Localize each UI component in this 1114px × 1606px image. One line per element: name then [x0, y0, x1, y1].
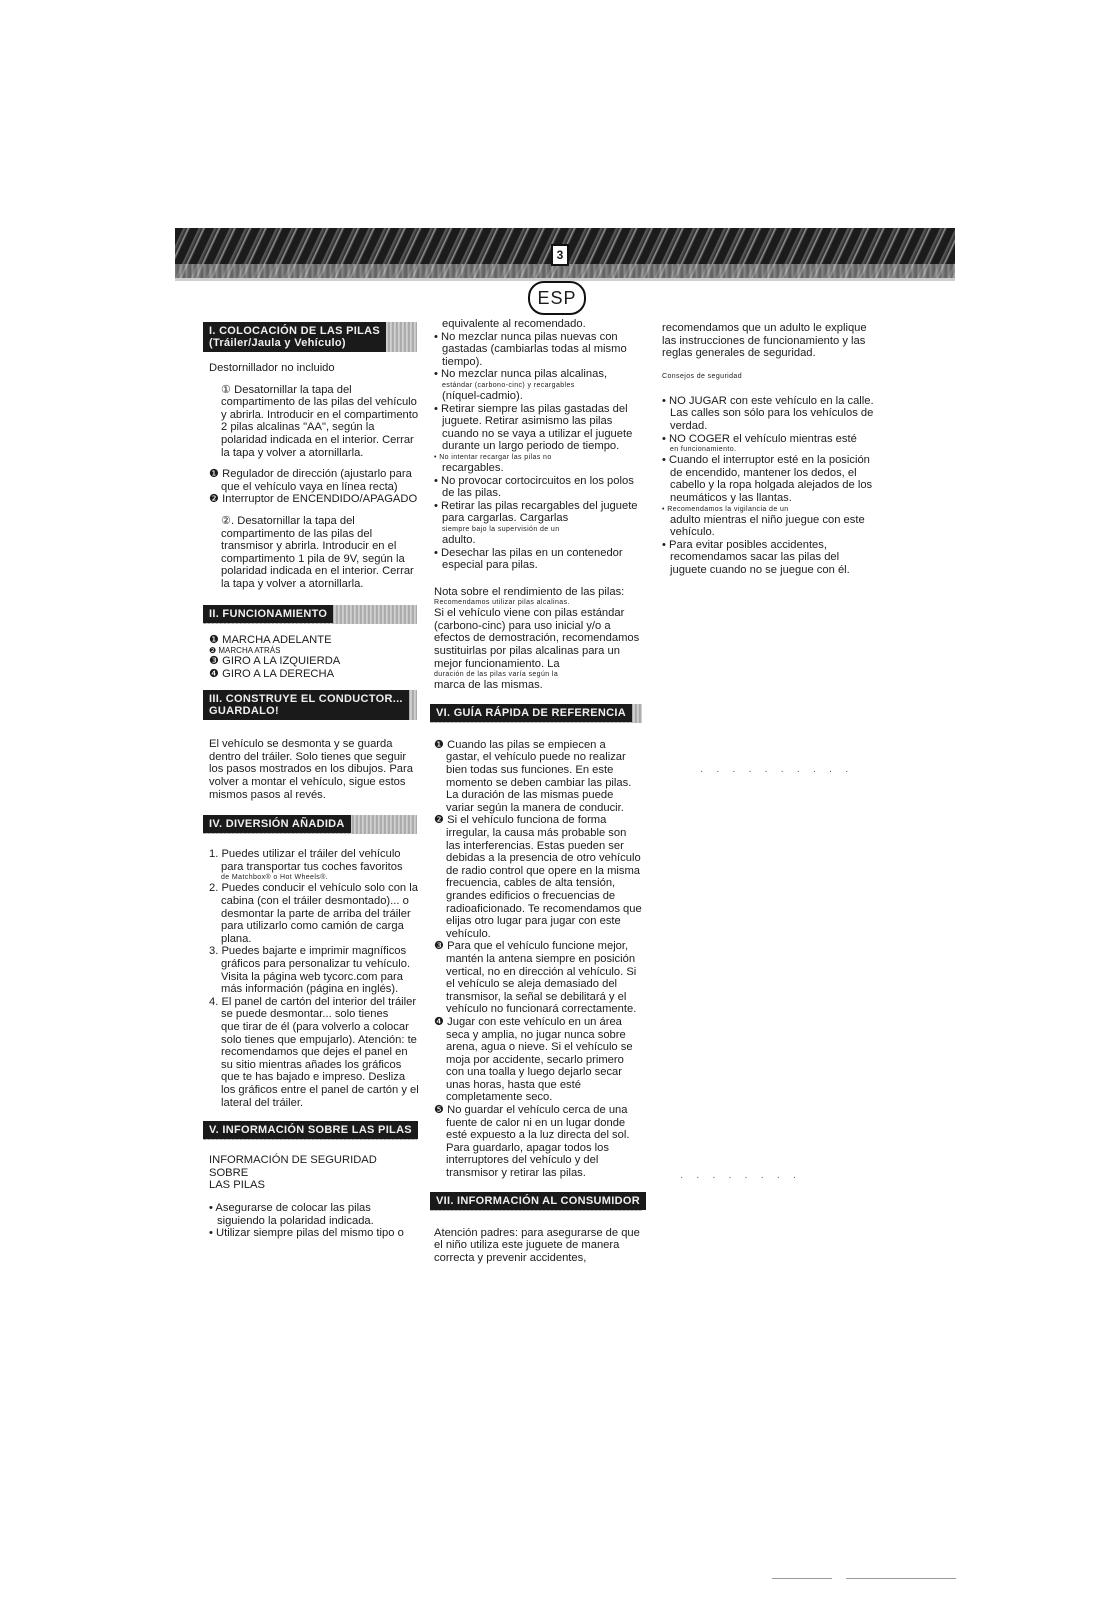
- decorative-dots: · · · · · · · · · ·: [700, 766, 854, 777]
- section-header-consumer-info: VII. INFORMACIÓN AL CONSUMIDOR: [430, 1192, 642, 1211]
- text-line: adulto.: [442, 533, 476, 546]
- list-item: ❶ Cuando las pilas se empiecen a gastar, el vehículo puede no realizar bien todas sus funciones. En este momento se deben cambiar las pilas. La duración de las mismas puede variar según la manera de conducir.: [434, 738, 632, 814]
- list-item: ❷ MARCHA ATRÁS: [209, 646, 281, 656]
- paragraph-transmitter-batteries: ②. Desatornillar la tapa del compartimento de las pilas del transmisor y abrirla. Introducir en el compartimento 1 pila de 9V, según la polaridad indicada en el interior. Cerrar la tapa y volver a atornillarla.: [221, 514, 414, 590]
- tool-note: Destornillador no incluido: [209, 362, 335, 374]
- language-badge: ESP: [528, 281, 586, 315]
- text-line: (níquel-cadmio).: [442, 389, 523, 402]
- note-small: Recomendamos utilizar pilas alcalinas.: [434, 599, 570, 607]
- list-item: ❹ Jugar con este vehículo en un área seca y amplia, no jugar nunca sobre arena, agua o nieve. Si el vehículo se moja por accidente, secarlo primero con una toalla y luego dejarlo secar unas horas, hasta que esté completamente seco.: [434, 1015, 633, 1104]
- list-item: • Para evitar posibles accidentes, recomendamos sacar las pilas del juguete cuando no se juegue con él.: [662, 538, 850, 576]
- note-paragraph: Si el vehículo viene con pilas estándar (carbono-cinc) para uso inicial y/o a efectos de demostración, recomendamos sustituirlas por pilas alcalinas para un mejor funcionamiento. La: [434, 607, 640, 670]
- section-header-operation: II. FUNCIONAMIENTO: [203, 605, 417, 624]
- text-line: recargables.: [442, 461, 504, 474]
- decorative-dots: · · · · · · · ·: [680, 1172, 802, 1183]
- paragraph-build: El vehículo se desmonta y se guarda dentro del tráiler. Solo tienes que seguir los pasos mostrados en los dibujos. Para volver a montar el vehículo, sigue estos mismos pasos al revés.: [209, 738, 413, 801]
- list-item-small: siempre bajo la supervisión de un: [442, 525, 560, 533]
- list-item: • Asegurarse de colocar las pilas siguiendo la polaridad indicada.: [209, 1201, 374, 1227]
- list-item: • No provocar cortocircuitos en los polos de las pilas.: [434, 474, 634, 500]
- note-small: duración de las pilas varía según la: [434, 671, 559, 679]
- list-item-small: estándar (carbono-cinc) y recargables: [442, 381, 575, 389]
- footer-rule: [846, 1578, 956, 1579]
- list-item: 4. El panel de cartón del interior del tráiler se puede desmontar... solo tienes: [209, 995, 417, 1021]
- list-item: • NO COGER el vehículo mientras esté: [662, 432, 857, 445]
- list-item: ❹ GIRO A LA DERECHA: [209, 667, 335, 680]
- text-line: recomendamos que un adulto le explique las instrucciones de funcionamiento y las reglas generales de seguridad.: [662, 322, 867, 360]
- paragraph-vehicle-batteries: ① Desatornillar la tapa del compartimento de las pilas del vehículo y abrirla. Introducir en el compartimento 2 pilas alcalinas "AA", según la polaridad indicada en el interior. Cerrar la tapa y volver a atornillarla.: [221, 383, 419, 459]
- subheading: INFORMACIÓN DE SEGURIDAD SOBRE: [209, 1154, 377, 1179]
- section-header-battery-info: V. INFORMACIÓN SOBRE LAS PILAS: [203, 1121, 417, 1140]
- list-item: ❷ Interruptor de ENCENDIDO/APAGADO: [209, 493, 418, 506]
- list-item: ❶ MARCHA ADELANTE: [209, 633, 332, 646]
- list-item: • Retirar las pilas recargables del juguete para cargarlas. Cargarlas: [434, 499, 638, 525]
- list-item-small: en funcionamiento.: [670, 446, 737, 454]
- section-header-extra-fun: IV. DIVERSIÓN AÑADIDA: [203, 815, 417, 834]
- section-header-build: III. CONSTRUYE EL CONDUCTOR... GUARDALO!: [203, 690, 417, 720]
- subheading-small: Consejos de seguridad: [662, 372, 743, 380]
- subheading: LAS PILAS: [209, 1179, 265, 1192]
- list-item: • No mezclar nunca pilas alcalinas,: [434, 368, 608, 381]
- list-item-small: • No intentar recargar las pilas no: [434, 453, 552, 461]
- paragraph-parents: Atención padres: para asegurarse de que el niño utiliza este juguete de manera correcta y prevenir accidentes,: [434, 1226, 640, 1264]
- text-line: equivalente al recomendado.: [442, 318, 586, 330]
- list-item: • No mezclar nunca pilas nuevas con gastadas (cambiarlas todas al mismo tiempo).: [434, 330, 627, 368]
- list-item: 3. Puedes bajarte e imprimir magníficos gráficos para personalizar tu vehículo. Visita la página web tycorc.com para más información (página en inglés).: [209, 945, 411, 996]
- section-header-batteries: I. COLOCACIÓN DE LAS PILAS (Tráiler/Jaula y Vehículo): [203, 322, 417, 352]
- text-line: marca de las mismas.: [434, 679, 543, 692]
- list-item: • Desechar las pilas en un contenedor especial para pilas.: [434, 546, 623, 572]
- list-item: 2. Puedes conducir el vehículo solo con la cabina (con el tráiler desmontado)... o desmontar la parte de arriba del tráiler para utilizarlo como camión de carga plana.: [209, 882, 418, 945]
- list-item-small: • Recomendamos la vigilancia de un: [662, 505, 789, 513]
- list-item: que tirar de él (para volverlo a colocar solo tienes que empujarlo). Atención: te recomendamos que dejes el panel en su sitio mientras añades los gráficos que te has bajado e impreso. Desliza los gráficos entre el panel de cartón y el lateral del tráiler.: [221, 1020, 419, 1109]
- column-middle: [434, 318, 642, 1264]
- footer-rule: [772, 1578, 832, 1579]
- column-right: [662, 322, 874, 577]
- list-item: • Utilizar siempre pilas del mismo tipo o: [209, 1227, 404, 1240]
- list-item: ❸ Para que el vehículo funcione mejor, mantén la antena siempre en posición vertical, no en dirección al vehículo. Si el vehículo se aleja demasiado del transmisor, la señal se debilitará y el vehículo no funcionará correctamente.: [434, 940, 637, 1016]
- note-title: Nota sobre el rendimiento de las pilas:: [434, 585, 625, 598]
- list-item: • NO JUGAR con este vehículo en la calle. Las calles son sólo para los vehículos de verdad.: [662, 394, 874, 432]
- list-item-small: de Matchbox® o Hot Wheels®.: [221, 874, 329, 882]
- list-item: ❺ No guardar el vehículo cerca de una fuente de calor ni en un lugar donde esté expuesto a la luz directa del sol. Para guardarlo, apagar todos los interruptores del vehículo y del transmisor y retirar las pilas.: [434, 1104, 630, 1180]
- list-item: 1. Puedes utilizar el tráiler del vehículo para transportar tus coches favoritos: [209, 848, 403, 873]
- page-number: 3: [551, 244, 569, 266]
- list-item: ❸ GIRO A LA IZQUIERDA: [209, 655, 341, 668]
- list-item: • Cuando el interruptor esté en la posición de encendido, mantener los dedos, el cabello y la ropa holgada alejados de los neumáticos y las llantas.: [662, 454, 873, 504]
- list-item: • Retirar siempre las pilas gastadas del juguete. Retirar asimismo las pilas cuando no se vaya a utilizar el juguete durante un largo periodo de tiempo.: [434, 402, 633, 453]
- column-left: [209, 322, 419, 1240]
- list-item: ❷ Si el vehículo funciona de forma irregular, la causa más probable son las interferencias. Estas pueden ser debidas a la presencia de otro vehículo de radio control que opere en la misma frecuencia, cables de alta tensión, grandes edificios o frecuencias de radioaficionado. Te recomendamos que elijas otro lugar para jugar con este vehículo.: [434, 814, 642, 940]
- section-header-quick-guide: VI. GUÍA RÁPIDA DE REFERENCIA: [430, 704, 642, 723]
- text-line: adulto mientras el niño juegue con este vehículo.: [670, 513, 865, 539]
- list-item: ❶ Regulador de dirección (ajustarlo para que el vehículo vaya en línea recta): [209, 468, 412, 493]
